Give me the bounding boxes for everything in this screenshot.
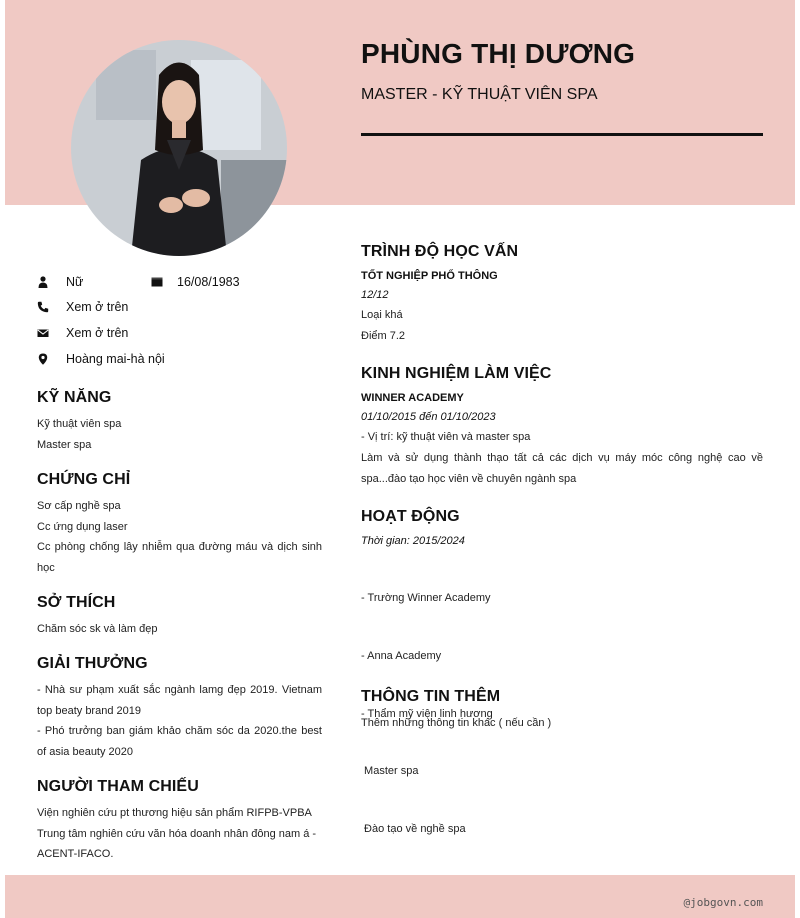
activity-item: - Thẩm mỹ viện linh hương [361,707,493,720]
candidate-name: PHÙNG THỊ DƯƠNG [361,38,636,69]
education-line: Loại khá [361,309,403,321]
education-period: 12/12 [361,289,389,301]
more-info-heading: THÔNG TIN THÊM [361,688,501,705]
skills-list [37,414,322,455]
award-item: - Nhà sư phạm xuất sắc ngành lamg đẹp 2019. Vietnam top beaty brand 2019 [37,684,322,717]
certificates-list [37,496,322,578]
skills-heading: KỸ NĂNG [37,389,112,406]
hobbies-list [37,619,322,640]
skill-item: Kỹ thuật viên spa [37,418,122,430]
certificate-item: Sơ cấp nghề spa [37,500,121,512]
certificate-item: Cc ứng dụng laser [37,520,128,533]
address-value: Hoàng mai-hà nội [66,352,165,366]
more-info-text: Thêm những thông tin khác ( nếu cần ) [361,717,552,729]
gender-row [37,275,83,289]
dob-value: 16/08/1983 [177,275,240,289]
activity-item: Master spa [361,765,419,778]
calendar-icon [151,276,163,288]
skill-item: Master spa [37,438,92,451]
references-heading: NGƯỜI THAM CHIẾU [37,778,199,795]
certificate-item: Cc phòng chống lây nhiễm qua đường máu và dịch sinh học [37,541,322,574]
hobby-item: Chăm sóc sk và làm đẹp [37,623,158,635]
footer-watermark: @jobgovn.com [683,896,763,909]
phone-icon [37,301,49,313]
education-line: Điểm 7.2 [361,329,406,342]
award-item: - Phó trưởng ban giám khảo chăm sóc da 2020.the best of asia beauty 2020 [37,725,322,758]
education-heading: TRÌNH ĐỘ HỌC VẤN [361,243,519,260]
activity-item: - Anna Academy [361,650,442,663]
reference-item: Viện nghiên cứu pt thương hiệu sản phẩm RIFPB-VPBA [37,807,312,819]
phone-row [37,300,128,314]
education-school: TỐT NGHIỆP PHỔ THÔNG [361,270,498,282]
awards-heading: GIẢI THƯỞNG [37,655,148,672]
activity-item: Đào tạo về nghề spa [361,822,466,835]
experience-period: 01/10/2015 đến 01/10/2023 [361,411,496,423]
address-row [37,352,165,366]
mail-icon [37,327,49,339]
reference-item: Trung tâm nghiên cứu văn hóa doanh nhân đông nam á - ACENT-IFACO. [37,827,317,861]
phone-value: Xem ở trên [66,300,129,314]
experience-heading: KINH NGHIỆM LÀM VIỆC [361,365,552,382]
awards-list [37,680,322,762]
experience-position: - Vị trí: kỹ thuật viên và master spa [361,431,531,443]
gender-value: Nữ [66,275,84,289]
certificates-heading: CHỨNG CHỈ [37,471,131,488]
experience-description: Làm và sử dụng thành thạo tất cả các dịch vụ máy móc công nghệ cao về spa...đào tạo học viên về chuyên ngành spa [361,452,763,485]
profile-photo [71,40,287,256]
email-value: Xem ở trên [66,326,129,340]
dob-row [151,275,240,289]
location-pin-icon [37,353,49,365]
footer-band [5,875,795,918]
activities-period: Thời gian: 2015/2024 [361,535,465,547]
candidate-title: MASTER - KỸ THUẬT VIÊN SPA [361,86,598,103]
activity-item: - Trường Winner Academy [361,592,491,605]
education-details [361,305,761,346]
person-icon [37,276,49,288]
hobbies-heading: SỞ THÍCH [37,594,116,611]
experience-company: WINNER ACADEMY [361,392,464,404]
email-row [37,326,128,340]
activities-heading: HOẠT ĐỘNG [361,508,460,525]
title-divider [361,133,763,136]
references-list [37,803,322,865]
